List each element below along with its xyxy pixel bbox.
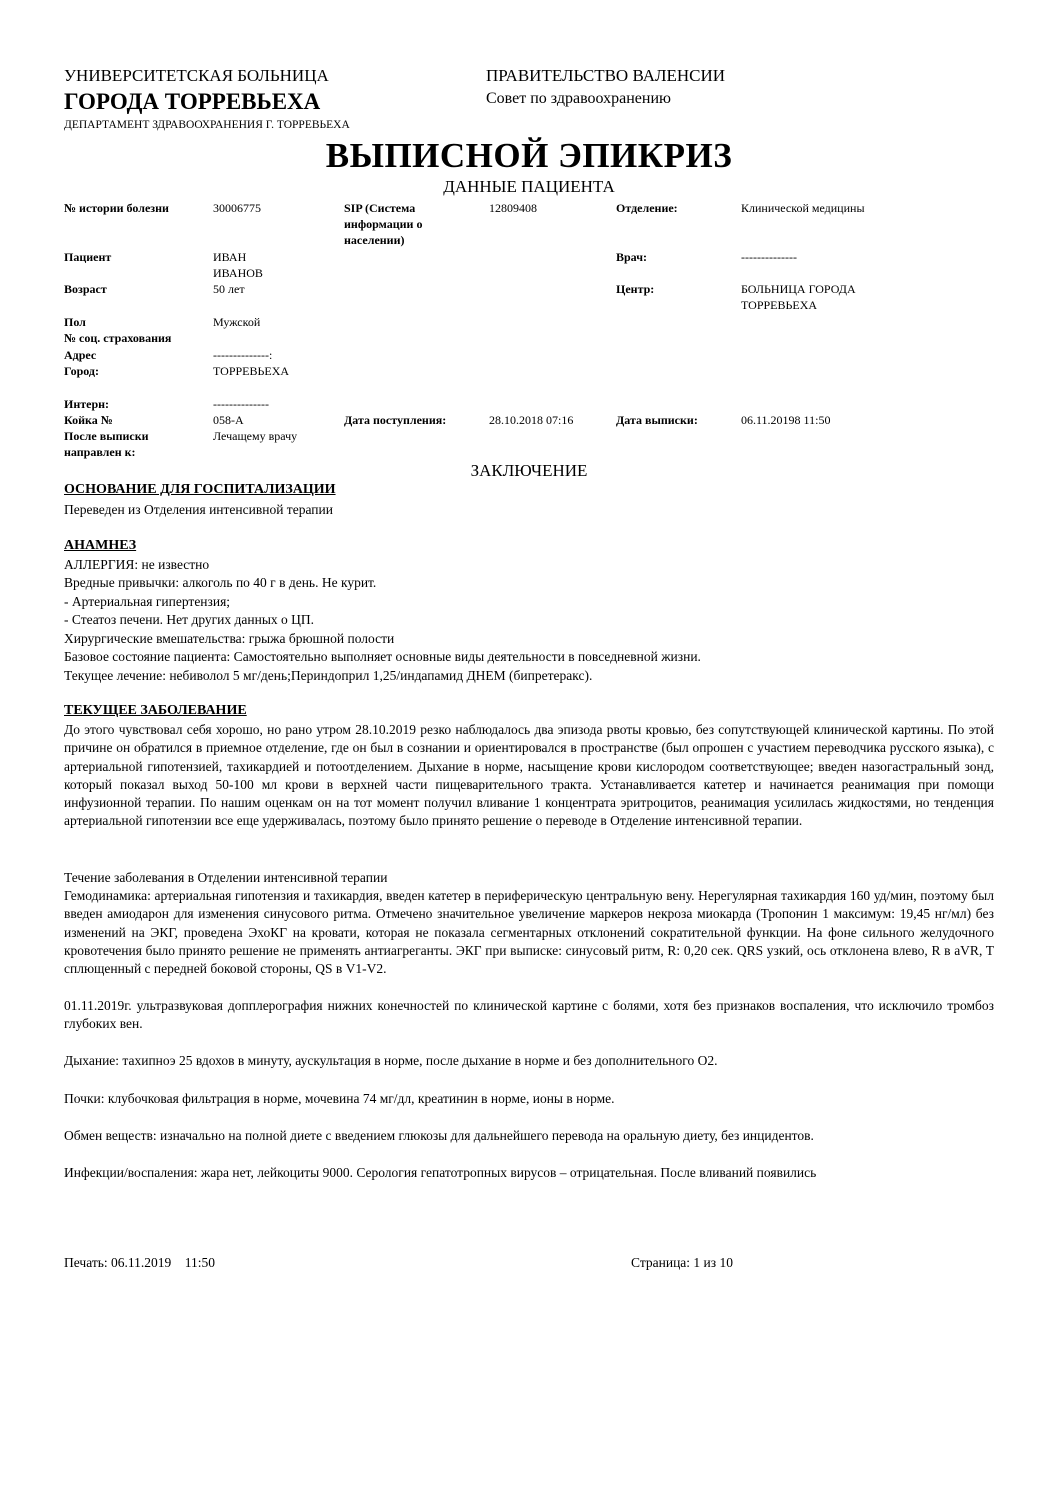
anamnesis-line: Вредные привычки: алкоголь по 40 г в день. Не курит. bbox=[64, 575, 377, 590]
center-value: БОЛЬНИЦА ГОРОДА ТОРРЕВЬЕХА bbox=[741, 282, 856, 312]
referral-label: После выписки направлен к: bbox=[64, 429, 149, 459]
document-title: ВЫПИСНОЙ ЭПИКРИЗ bbox=[325, 136, 733, 175]
hospital-name-line1: УНИВЕРСИТЕТСКАЯ БОЛЬНИЦА bbox=[64, 66, 329, 85]
department-value: Клинической медицины bbox=[741, 201, 865, 215]
anamnesis-line: - Стеатоз печени. Нет других данных о ЦП. bbox=[64, 612, 315, 627]
basis-text: Переведен из Отделения интенсивной терапии bbox=[64, 502, 333, 517]
basis-heading: ОСНОВАНИЕ ДЛЯ ГОСПИТАЛИЗАЦИИ bbox=[64, 482, 336, 497]
admission-label: Дата поступления: bbox=[344, 413, 447, 427]
health-council: Совет по здравоохранению bbox=[486, 90, 671, 107]
intern-label: Интерн: bbox=[64, 397, 110, 411]
referral-value: Лечащему врачу bbox=[213, 429, 298, 443]
anamnesis-line: АЛЛЕРГИЯ: не известно bbox=[64, 557, 210, 572]
anamnesis-line: Хирургические вмешательства: грыжа брюшной полости bbox=[64, 631, 395, 646]
anamnesis-line: Базовое состояние пациента: Самостоятельно выполняет основные виды деятельности в повседневной жизни. bbox=[64, 649, 701, 664]
center-label: Центр: bbox=[616, 282, 655, 296]
sex-label: Пол bbox=[64, 315, 86, 329]
current-illness-paragraph: До этого чувствовал себя хорошо, но рано утром 28.10.2019 резко наблюдалось два эпизода рвоты кровью, без сопутствующей клинической картины. По этой причине он обратился в приемное отделение, где он был в сознании и ориентировался в пространстве (был опрошен с участием переводчика русского языка), с артериальной гипотензией, тахикардией и потоотделением. Дыхание в норме, насыщение крови кислородом соответствующее; введен назогастральный зонд, который показал выход 50-100 мл крови в верхней части пищеварительного тракта. Устанавливается катетер и начинается реанимация при помощи инфузионной терапии. По нашим оценкам он на тот момент получил вливание 1 концентрата эритроцитов, реанимация усилилась жидкостями, но тенденция артериальной гипотензии все еще удерживалась, поэтому было принято решение о переводе в Отделение интенсивной терапии. bbox=[64, 722, 994, 829]
doppler-paragraph: 01.11.2019г. ультразвуковая допплерография нижних конечностей по клинической картине с болями, хотя без признаков воспаления, что исключило тромбоз глубоких вен. bbox=[64, 998, 994, 1032]
sip-value: 12809408 bbox=[489, 201, 537, 215]
address-label: Адрес bbox=[64, 348, 97, 362]
intern-value: -------------- bbox=[213, 397, 269, 411]
patient-label: Пациент bbox=[64, 250, 112, 264]
history-label: № истории болезни bbox=[64, 201, 169, 215]
metabolism-text: Обмен веществ: изначально на полной диете с введением глюкозы для дальнейшего перевода на оральную диету, без инцидентов. bbox=[64, 1128, 814, 1143]
age-label: Возраст bbox=[64, 282, 107, 296]
bed-value: 058-А bbox=[213, 413, 244, 427]
city-label: Город: bbox=[64, 364, 99, 378]
doctor-value: -------------- bbox=[741, 250, 797, 264]
infections-text: Инфекции/воспаления: жара нет, лейкоциты 9000. Серология гепатотропных вирусов – отрицательная. После вливаний появились bbox=[64, 1165, 817, 1180]
doctor-label: Врач: bbox=[616, 250, 647, 264]
insurance-label: № соц. страхования bbox=[64, 331, 172, 345]
breathing-text: Дыхание: тахипноэ 25 вдохов в минуту, аускультация в норме, после дыхание в норме и без дополнительного О2. bbox=[64, 1053, 718, 1068]
anamnesis-line: - Артериальная гипертензия; bbox=[64, 594, 231, 609]
age-value: 50 лет bbox=[213, 282, 245, 296]
address-value: --------------: bbox=[213, 348, 273, 362]
icu-course-title: Течение заболевания в Отделении интенсивной терапии bbox=[64, 870, 388, 885]
sex-value: Мужской bbox=[213, 315, 261, 329]
admission-value: 28.10.2018 07:16 bbox=[489, 413, 574, 427]
discharge-label: Дата выписки: bbox=[616, 413, 698, 427]
current-illness-heading: ТЕКУЩЕЕ ЗАБОЛЕВАНИЕ bbox=[64, 703, 247, 718]
anamnesis-heading: АНАМНЕЗ bbox=[64, 538, 137, 553]
bed-label: Койка № bbox=[64, 413, 113, 427]
history-value: 30006775 bbox=[213, 201, 261, 215]
government-name: ПРАВИТЕЛЬСТВО ВАЛЕНСИИ bbox=[486, 66, 726, 85]
patient-data-title: ДАННЫЕ ПАЦИЕНТА bbox=[443, 177, 615, 196]
city-value: ТОРРЕВЬЕХА bbox=[213, 364, 290, 378]
page-number: Страница: 1 из 10 bbox=[631, 1255, 733, 1270]
print-date: Печать: 06.11.2019 11:50 bbox=[64, 1255, 216, 1270]
anamnesis-line: Текущее лечение: небиволол 5 мг/день;Периндоприл 1,25/индапамид ДНЕМ (бипретеракс). bbox=[64, 668, 593, 683]
patient-value: ИВАН ИВАНОВ bbox=[213, 250, 263, 280]
sip-label: SIP (Система информации о населении) bbox=[344, 201, 423, 247]
hemodynamics-paragraph: Гемодинамика: артериальная гипотензия и тахикардия, введен катетер в периферическую центральную вену. Нерегулярная тахикардия 160 уд/мин, поэтому был введен амиодарон для изменения синусового ритма. Отмечено значительное увеличение маркеров некроза миокарда (Тропонин 1 максимум: 19,45 нг/мл) без изменений на ЭКГ, проведена ЭхоКГ на кровати, которая не показала сегментарных отклонений сократительной функции. На фоне сильного желудочного кровотечения было принято решение не применять антиагреганты. ЭКГ при выписке: синусовый ритм, R: 0,20 сек. QRS узкий, ось отклонена влево, R в aVR, T сплющенный с передней боковой стороны, QS в V1-V2. bbox=[64, 888, 994, 977]
conclusion-title: ЗАКЛЮЧЕНИЕ bbox=[470, 461, 588, 480]
department-label: Отделение: bbox=[616, 201, 678, 215]
discharge-value: 06.11.20198 11:50 bbox=[741, 413, 831, 427]
kidneys-text: Почки: клубочковая фильтрация в норме, мочевина 74 мг/дл, креатинин в норме, ионы в норме. bbox=[64, 1091, 615, 1106]
hospital-name-line2: ГОРОДА ТОРРЕВЬЕХА bbox=[64, 89, 321, 114]
hospital-department: ДЕПАРТАМЕНТ ЗДРАВООХРАНЕНИЯ Г. ТОРРЕВЬЕХА bbox=[64, 119, 350, 131]
